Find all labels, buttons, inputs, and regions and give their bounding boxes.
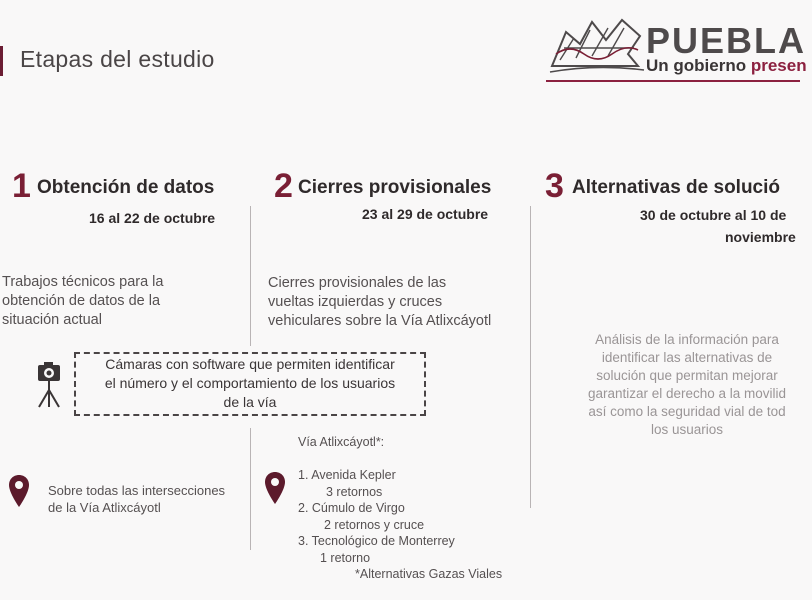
camera-tripod-icon (36, 361, 62, 409)
list-item-detail: 2 retornos y cruce (324, 517, 425, 532)
stage-1-number: 1 (12, 167, 31, 205)
stage-2-description: Cierres provisionales de las vueltas izquierdas y cruces vehiculares sobre la Vía Atlixcáyotl (268, 275, 492, 329)
stage-3-number: 3 (545, 167, 564, 205)
list-item-detail: 1 retorno (320, 550, 371, 565)
divider-1-upper (250, 206, 251, 346)
brand-name: PUEBLA (646, 20, 807, 61)
page-title: Etapas del estudio (20, 46, 215, 72)
stage-1-date: 16 al 22 de octubre (89, 210, 216, 226)
divider-1-lower (250, 428, 251, 550)
stage-2-title: Cierres provisionales (298, 177, 492, 198)
brand-tagline: Un gobierno presen (646, 56, 807, 75)
stage-3-title: Alternativas de solució (572, 177, 781, 198)
stage-1-description: Trabajos técnicos para la obtención de datos de la situación actual (2, 274, 164, 328)
list-item: 2. Cúmulo de Virgo (298, 501, 405, 515)
stage-3-description: Análisis de la información para identificar las alternativas de solución que permitan mejorar garantizar el derecho a la movilid así como la seguridad vial de tod los usuarios (587, 332, 787, 437)
puebla-logo-icon (546, 14, 646, 84)
closures-list (298, 467, 528, 566)
list-item-detail: 3 retornos (326, 484, 383, 499)
stage-3-date-line2: noviembre (725, 229, 796, 245)
camera-box-text: Cámaras con software que permiten identificar el número y el comportamiento de los usuarios de la vía (104, 356, 396, 410)
map-pin-icon (8, 474, 30, 508)
stage-2-date: 23 al 29 de octubre (362, 206, 489, 222)
stage-2-number: 2 (274, 167, 293, 205)
logo-underline (546, 80, 800, 82)
stage-3-date-line1: 30 de octubre al 10 de (640, 207, 787, 223)
intersections-note: Sobre todas las intersecciones de la Vía Atlixcáyotl (48, 483, 226, 515)
list-item: 1. Avenida Kepler (298, 468, 396, 482)
title-accent-bar (0, 46, 3, 76)
stage-1-title: Obtención de datos (37, 177, 215, 198)
list-item: 3. Tecnológico de Monterrey (298, 534, 455, 548)
map-pin-icon (264, 471, 286, 505)
closures-footnote: *Alternativas Gazas Viales (355, 567, 503, 581)
closures-heading: Vía Atlixcáyotl*: (298, 435, 385, 449)
divider-2 (530, 206, 531, 508)
